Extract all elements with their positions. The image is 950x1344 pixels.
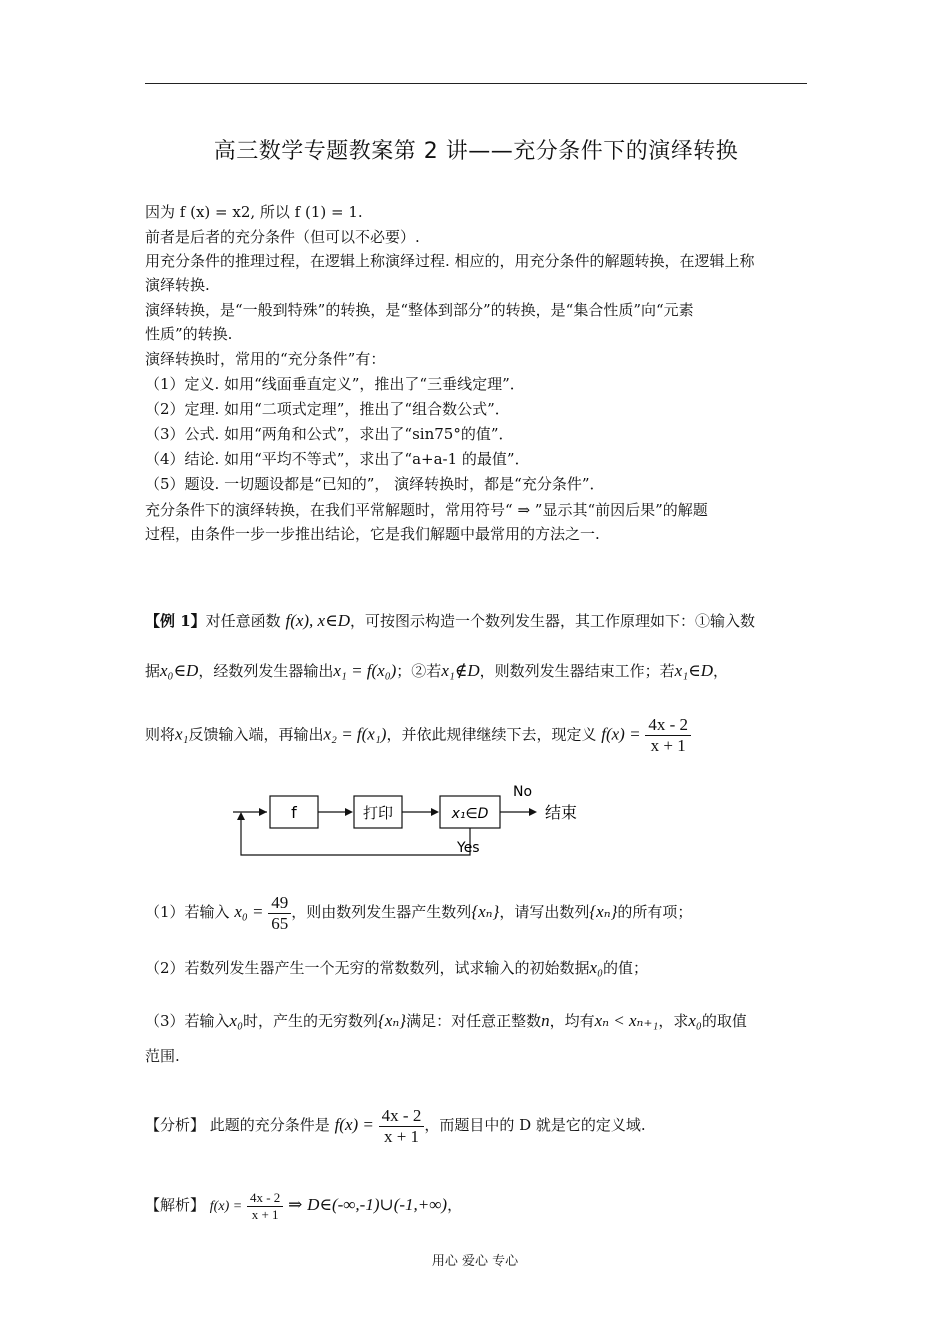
text: ，: [712, 662, 728, 680]
solution-label: 【解析】: [145, 1196, 206, 1214]
text: （1）若输入: [145, 903, 230, 921]
fraction-denominator: x + 1: [251, 1206, 279, 1222]
text: （2）若数列发生器产生一个无穷的常数数列，试求输入的初始数据: [145, 959, 590, 977]
text: ，可按图示构造一个数列发生器，其工作原理如下：①输入数: [349, 612, 755, 630]
math-x1-eq: x₁ = f(x₀): [333, 661, 397, 680]
arrow-no-head: [529, 808, 537, 816]
text: ，而题目中的 D 就是它的定义域.: [424, 1116, 646, 1134]
fraction-denominator: x + 1: [650, 736, 686, 755]
header-rule: [145, 83, 807, 84]
intro-line: 充分条件下的演绎转换，在我们平常解题时，常用符号“ ⇒ ”显示其“前因后果”的解题: [145, 501, 708, 519]
intro-line: （3）公式. 如用“两角和公式”，求出了“sin75°的值”．: [145, 425, 514, 443]
intro-line: （2）定理. 如用“二项式定理”，推出了“组合数公式”．: [145, 400, 510, 418]
text: ，: [447, 1196, 463, 1214]
feedback-head: [237, 812, 245, 820]
page-footer: 用心 爱心 专心: [431, 1254, 519, 1269]
text: ，请写出数列: [499, 903, 590, 921]
math-x0: x₀ =: [234, 902, 264, 921]
arrow-1-head: [345, 808, 353, 816]
text: 此题的充分条件是: [205, 1116, 330, 1134]
math-fx: f(x), x∈D: [285, 611, 350, 630]
box-condition-label: x₁∈D: [451, 806, 489, 822]
solution: [145, 1180, 462, 1230]
intro-line: 前者是后者的充分条件（但可以不必要）.: [145, 228, 420, 246]
text: ，均有: [549, 1012, 595, 1030]
question-2: [145, 957, 648, 979]
example-line-1: [145, 610, 755, 632]
math-x0: x₀: [589, 958, 604, 977]
math-x1: x₁: [175, 724, 189, 744]
fraction-numerator: 4x - 2: [247, 1190, 283, 1207]
fraction-49-65: [268, 893, 291, 934]
arrow-in-head: [259, 808, 267, 816]
math-x1-notin-D: x₁∉D: [441, 661, 480, 680]
math-fx-def: f(x) =: [334, 1115, 374, 1134]
intro-line: 性质”的转换.: [145, 325, 233, 343]
implies-arrow: ⇒: [288, 1195, 303, 1214]
intro-line: （5）题设. 一切题设都是“已知的”， 演绎转换时，都是“充分条件”．: [145, 475, 605, 493]
intro-line: 演绎转换时，常用的“充分条件”有：: [145, 350, 386, 368]
intro-line: （1）定义. 如用“线面垂直定义”，推出了“三垂线定理”．: [145, 375, 525, 393]
question-3-cont: 范围.: [145, 1047, 180, 1065]
math-x0-in-D: x₀∈D: [160, 661, 199, 680]
math-fx-def: f(x) =: [209, 1199, 243, 1214]
text: 反馈输入端，再输出: [188, 725, 324, 744]
label-yes: Yes: [457, 840, 480, 856]
text: 的值；: [603, 959, 649, 977]
math-n: n: [541, 1011, 550, 1030]
text: 对任意函数: [205, 612, 281, 630]
example-line-2: [145, 660, 728, 682]
text: ，求: [658, 1012, 689, 1030]
intro-line: 演绎转换，是“一般到特殊”的转换，是“整体到部分”的转换，是“集合性质”向“元素: [145, 301, 694, 319]
math-seq-xn: {xₙ}: [589, 902, 618, 921]
text: ，经数列发生器输出: [198, 662, 334, 680]
arrow-2-head: [431, 808, 439, 816]
intro-line: 因为 f (x) = x2, 所以 f (1) = 1.: [145, 203, 363, 221]
fraction: [247, 1190, 283, 1223]
analysis-label: 【分析】: [145, 1116, 206, 1134]
text: 据: [145, 662, 161, 680]
text: 则将: [145, 725, 176, 744]
text: 的取值: [701, 1012, 747, 1030]
math-domain: D∈(-∞,-1)∪(-1,+∞): [307, 1195, 448, 1214]
example-line-3: [145, 715, 691, 756]
text: 时，产生的无穷数列: [243, 1012, 379, 1030]
fraction-numerator: 49: [268, 893, 291, 914]
intro-line: 演绎转换.: [145, 276, 210, 294]
flow-diagram: [225, 780, 605, 860]
text: ，则数列发生器结束工作；若: [479, 662, 675, 680]
math-inequality: xₙ < xₙ₊₁: [594, 1011, 659, 1030]
intro-line: （4）结论. 如用“平均不等式”，求出了“a+a-1 的最值”．: [145, 450, 530, 468]
label-no: No: [513, 784, 533, 800]
math-seq-xn: {xₙ}: [378, 1011, 407, 1030]
text: 的所有项；: [617, 903, 693, 921]
fraction-numerator: 4x - 2: [379, 1106, 425, 1127]
box-print-label: 打印: [362, 804, 394, 822]
text: ；②若: [396, 662, 442, 680]
analysis: [145, 1100, 646, 1150]
box-f-label: f: [291, 803, 297, 822]
question-1: [145, 890, 692, 934]
example-label: 【例 1】: [145, 612, 206, 630]
label-end: 结束: [545, 803, 578, 822]
fraction: [645, 715, 691, 756]
page-title: 高三数学专题教案第 2 讲——充分条件下的演绎转换: [213, 139, 739, 164]
math-x0: x₀: [229, 1011, 244, 1030]
text: ，则由数列发生器产生数列: [291, 903, 472, 921]
text: 满足：对任意正整数: [406, 1012, 542, 1030]
fraction-numerator: 4x - 2: [645, 715, 691, 736]
text: ，并依此规律继续下去，现定义: [386, 725, 597, 744]
math-x2-eq: x₂ = f(x₁): [323, 724, 387, 744]
math-fx-def: f(x) =: [601, 724, 641, 744]
math-x0: x₀: [688, 1011, 702, 1030]
intro-line: 用充分条件的推理过程，在逻辑上称演绎过程. 相应的，用充分条件的解题转换，在逻辑上称: [145, 252, 755, 270]
fraction: [379, 1106, 425, 1147]
fraction-denominator: x + 1: [383, 1126, 420, 1146]
question-3: [145, 1010, 747, 1032]
math-x1-in-D: x₁∈D: [674, 661, 713, 680]
math-seq-xn: {xₙ}: [471, 902, 500, 921]
intro-line: 过程，由条件一步一步推出结论，它是我们解题中最常用的方法之一.: [145, 525, 600, 543]
text: （3）若输入: [145, 1012, 230, 1030]
fraction-denominator: 65: [271, 913, 289, 933]
